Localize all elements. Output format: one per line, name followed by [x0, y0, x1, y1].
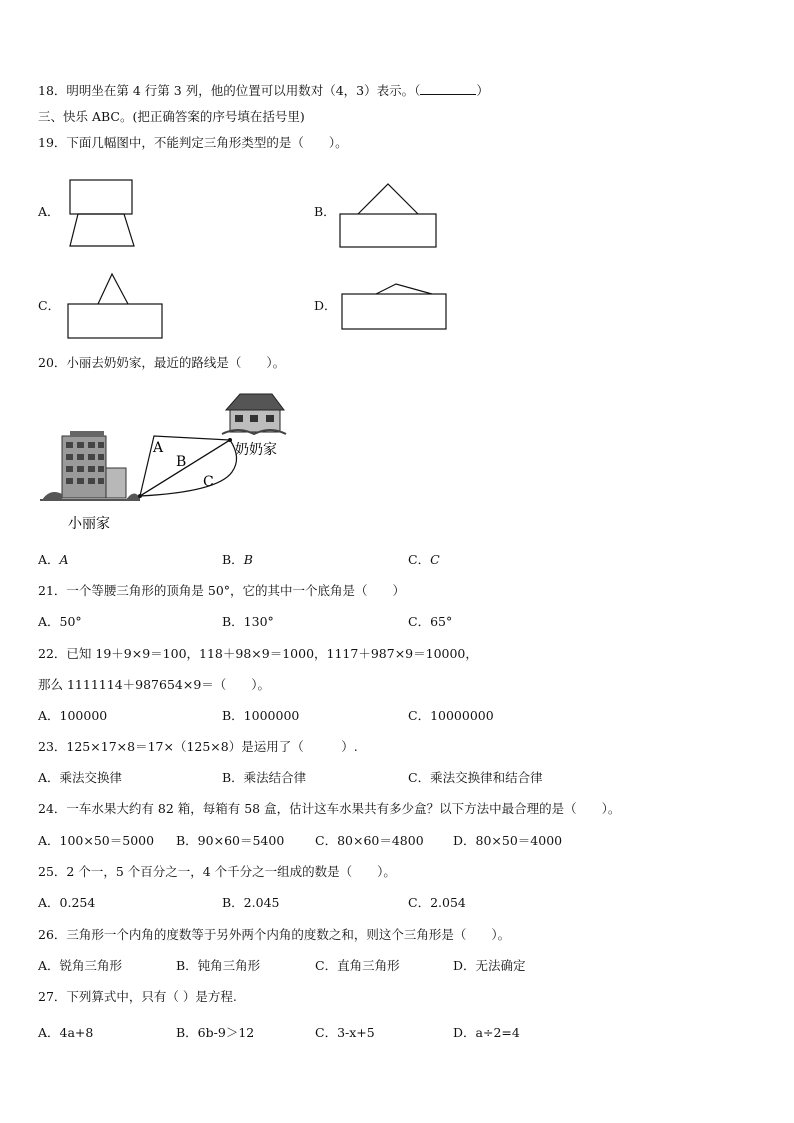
q19-option-d-label[interactable]: D． [314, 298, 337, 313]
q19-option-a-label[interactable]: A． [38, 204, 60, 219]
q21-option-b[interactable]: B．130° [222, 614, 274, 629]
q19-option-a-figure [66, 178, 136, 248]
xiaoli-home-label: 小丽家 [68, 516, 110, 532]
start-point [138, 494, 142, 498]
q26-option-b[interactable]: B．钝角三角形 [176, 958, 261, 973]
q22-option-a[interactable]: A．100000 [38, 708, 108, 723]
question-22-line2: 那么 1111114＋987654×9＝（ ）。 [38, 677, 271, 692]
hidden-triangle-shape [70, 214, 134, 246]
question-18 [38, 83, 489, 99]
question-19: 19．下面几幅图中，不能判定三角形类型的是（ ）。 [38, 135, 348, 150]
q26-option-a[interactable]: A．锐角三角形 [38, 958, 123, 973]
question-24: 24．一车水果大约有 82 箱，每箱有 58 盒，估计这车水果共有多少盒？以下方法中最合理的是（ ）。 [38, 801, 621, 816]
question-20: 20．小丽去奶奶家，最近的路线是（ ）。 [38, 355, 286, 370]
rectangle-shape [68, 304, 162, 338]
grandma-home-label: 奶奶家 [235, 442, 277, 458]
q19-option-c-label[interactable]: C． [38, 298, 61, 313]
q24-option-a[interactable]: A．100×50＝5000 [38, 833, 155, 848]
triangle-apex-shape [358, 184, 418, 214]
q19-option-c-figure [66, 272, 166, 342]
route-b-label: B [176, 454, 187, 470]
question-25: 25．2 个一，5 个百分之一，4 个千分之一组成的数是（ ）。 [38, 864, 396, 879]
q25-option-a[interactable]: A．0.254 [38, 895, 96, 910]
route-figure [40, 388, 300, 533]
q19-option-b-figure [338, 182, 438, 252]
rectangle-shape [340, 214, 436, 247]
q27-option-a[interactable]: A．4a+8 [38, 1025, 94, 1040]
q26-option-c[interactable]: C．直角三角形 [315, 958, 400, 973]
question-18-end: ） [476, 83, 489, 98]
apartment-building-icon [40, 431, 140, 500]
house-icon [222, 394, 286, 434]
q27-option-b[interactable]: B．6b-9＞12 [176, 1025, 255, 1040]
q27-option-c[interactable]: C．3-x+5 [315, 1025, 375, 1040]
q23-option-b[interactable]: B．乘法结合律 [222, 770, 307, 785]
q23-option-c[interactable]: C．乘法交换律和结合律 [408, 770, 543, 785]
q20-option-a[interactable]: A．A [38, 552, 69, 567]
q19-option-d-figure [340, 280, 450, 335]
route-c-label: C [203, 474, 214, 490]
question-27: 27．下列算式中，只有（ ）是方程. [38, 989, 237, 1004]
q21-option-c[interactable]: C．65° [408, 614, 453, 629]
q20-option-c[interactable]: C．C [408, 552, 440, 567]
question-21: 21．一个等腰三角形的顶角是 50°，它的其中一个底角是（ ） [38, 583, 406, 598]
question-18-text: 18．明明坐在第 4 行第 3 列，他的位置可以用数对（4，3）表示。（ [38, 83, 421, 98]
q26-option-d[interactable]: D．无法确定 [453, 958, 526, 973]
answer-blank[interactable] [420, 83, 476, 95]
question-23: 23．125×17×8＝17×（125×8）是运用了（ ）. [38, 739, 358, 754]
question-26: 26．三角形一个内角的度数等于另外两个内角的度数之和，则这个三角形是（ ）。 [38, 927, 511, 942]
q24-option-c[interactable]: C．80×60＝4800 [315, 833, 424, 848]
route-a-label: A [153, 440, 164, 456]
q24-option-d[interactable]: D．80×50＝4000 [453, 833, 563, 848]
triangle-apex-shape [376, 284, 432, 294]
q24-option-b[interactable]: B．90×60＝5400 [176, 833, 285, 848]
q23-option-a[interactable]: A．乘法交换律 [38, 770, 123, 785]
q22-option-b[interactable]: B．1000000 [222, 708, 300, 723]
q22-option-c[interactable]: C．10000000 [408, 708, 494, 723]
q21-option-a[interactable]: A．50° [38, 614, 82, 629]
rectangle-shape [70, 180, 132, 214]
q25-option-b[interactable]: B．2.045 [222, 895, 280, 910]
q20-option-b[interactable]: B．B [222, 552, 253, 567]
q25-option-c[interactable]: C．2.054 [408, 895, 466, 910]
rectangle-shape [342, 294, 446, 329]
q19-option-b-label[interactable]: B． [314, 204, 336, 219]
triangle-apex-shape [98, 274, 128, 304]
question-22: 22．已知 19＋9×9＝100，118＋98×9＝1000，1117＋987×9＝10000， [38, 646, 478, 661]
q27-option-d[interactable]: D．a÷2=4 [453, 1025, 520, 1040]
section-heading: 三、快乐 ABC。(把正确答案的序号填在括号里) [38, 109, 305, 124]
end-point [228, 438, 232, 442]
